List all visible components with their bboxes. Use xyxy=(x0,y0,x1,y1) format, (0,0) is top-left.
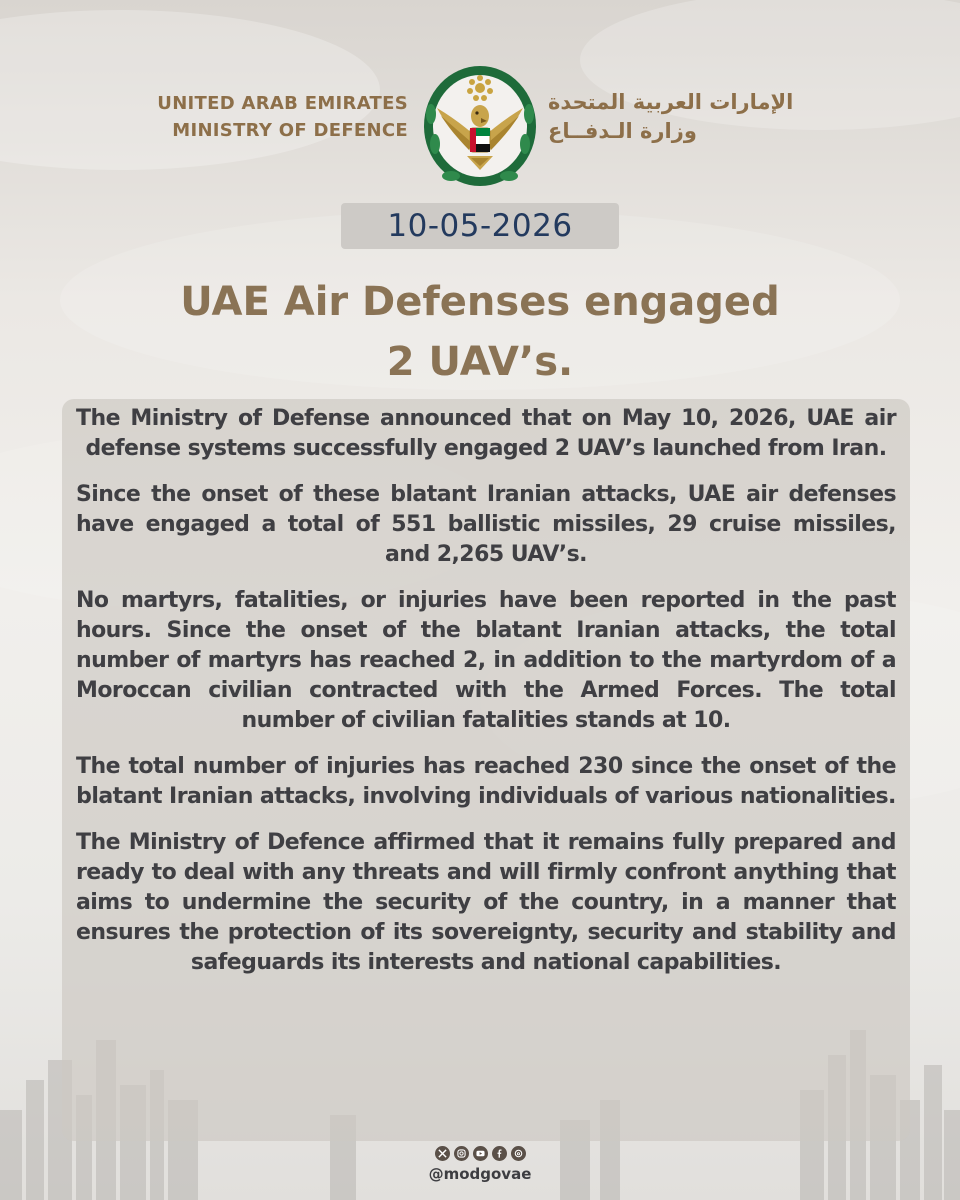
ministry-header xyxy=(0,64,960,194)
paragraph-engagement: The Ministry of Defense announced that on May 10, 2026, UAE air defense systems successfully engaged 2 UAV’s launched from Iran. xyxy=(76,406,896,461)
country-name-english: UNITED ARAB EMIRATES xyxy=(157,93,408,114)
ministry-name-arabic-line: وزارة الـدفــاع xyxy=(548,119,697,143)
instagram-icon[interactable] xyxy=(454,1146,469,1161)
paragraph-casualties: No martyrs, fatalities, or injuries have been reported in the past hours. Since the onset of the blatant Iranian attacks, the total number of martyrs has reached 2, in addition to the martyrdom of a Moroccan civilian contracted with the Armed Forces. The total number of civilian fatalities stands at 10. xyxy=(76,588,896,733)
headline-line-1: UAE Air Defenses engaged xyxy=(180,279,780,325)
social-handle[interactable]: @modgovae xyxy=(428,1165,532,1183)
post-date: 10-05-2026 xyxy=(341,203,619,249)
paragraph-readiness: The Ministry of Defence affirmed that it remains fully prepared and ready to deal with any threats and will firmly confront anything that aims to undermine the security of the country, in a manner that ensures the protection of its sovereignty, security and stability and safeguards its interests and national capabilities. xyxy=(76,830,896,975)
x-icon[interactable] xyxy=(435,1146,450,1161)
paragraph-injuries: The total number of injuries has reached 230 since the onset of the blatant Iranian attacks, involving individuals of various nationalities. xyxy=(76,754,896,809)
headline xyxy=(80,272,880,392)
paragraph-totals: Since the onset of these blatant Iranian attacks, UAE air defenses have engaged a total of 551 ballistic missiles, 29 cruise missiles, and 2,265 UAV’s. xyxy=(76,482,896,567)
statement-body xyxy=(76,404,896,994)
country-name-arabic: الإمارات العربية المتحدة xyxy=(548,90,794,114)
facebook-icon[interactable] xyxy=(492,1146,507,1161)
headline-line-2: 2 UAV’s. xyxy=(386,339,574,385)
social-icons xyxy=(0,1146,960,1161)
ministry-name-english xyxy=(157,90,408,144)
social-footer xyxy=(0,1146,960,1183)
ministry-name-english-line: MINISTRY OF DEFENCE xyxy=(172,120,408,141)
ministry-emblem-logo xyxy=(421,64,539,190)
youtube-icon[interactable] xyxy=(473,1146,488,1161)
threads-icon[interactable] xyxy=(511,1146,526,1161)
ministry-name-arabic xyxy=(548,88,810,146)
